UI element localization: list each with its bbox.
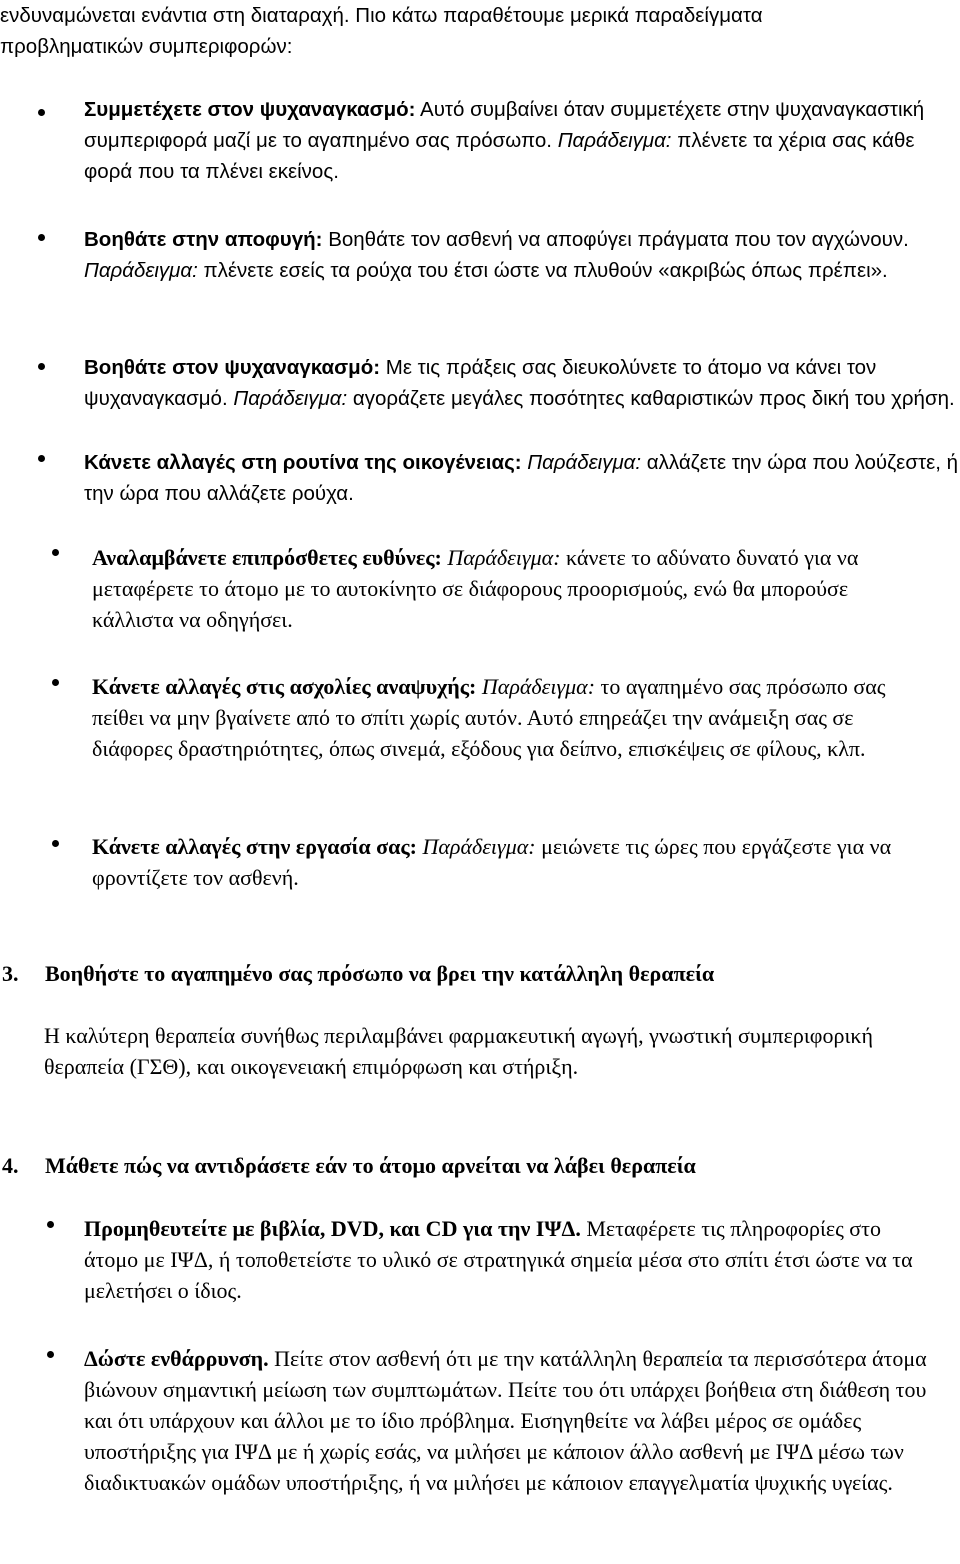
- bullet-icon: [38, 363, 45, 370]
- list-item: [84, 447, 960, 509]
- item-title: Κάνετε αλλαγές στις ασχολίες αναψυχής:: [92, 674, 477, 699]
- example-label: Παράδειγμα:: [233, 387, 348, 410]
- section-3-body: Η καλύτερη θεραπεία συνήθως περιλαμβάνει φαρμακευτική αγωγή, γνωστική συμπεριφορική θεραπεία (ΓΣΘ), και οικογενειακή επιμόρφωση και στήριξη.: [44, 1023, 873, 1079]
- list-item: [84, 1343, 929, 1498]
- section-4-heading: [2, 1150, 942, 1181]
- example-text: πλένετε εσείς τα ρούχα του έτσι ώστε να πλυθούν «ακριβώς όπως πρέπει».: [197, 259, 888, 282]
- list-item: [92, 831, 932, 893]
- example-label: Παράδειγμα:: [84, 259, 198, 282]
- example-text: μειώνετε τις ώρες που εργάζεστε για να φροντίζετε τον ασθενή.: [92, 834, 892, 890]
- item-title: Αναλαμβάνετε επιπρόσθετες ευθύνες:: [92, 545, 442, 570]
- example-label: Παράδειγμα:: [447, 545, 561, 570]
- example-text: αλλάζετε την ώρα που λούζεστε, ή την ώρα που αλλάζετε ρούχα.: [84, 451, 959, 505]
- bullet-icon: [52, 679, 59, 686]
- item-title: Συμμετέχετε στον ψυχαναγκασμό:: [84, 98, 416, 121]
- list-item: [84, 1213, 929, 1306]
- item-title: Κάνετε αλλαγές στην εργασία σας:: [92, 834, 417, 859]
- item-title: Κάνετε αλλαγές στη ρουτίνα της οικογένειας:: [84, 451, 522, 474]
- bullet-icon: [38, 109, 45, 116]
- example-label: Παράδειγμα:: [481, 674, 596, 699]
- list-item: [84, 94, 960, 187]
- example-label: Παράδειγμα:: [422, 834, 536, 859]
- section-number: 4.: [2, 1153, 19, 1178]
- bullet-icon: [52, 840, 59, 847]
- bullet-icon: [47, 1221, 54, 1228]
- item-title: Βοηθάτε στην αποφυγή:: [84, 228, 323, 251]
- example-text: πλένετε τα χέρια σας κάθε φορά που τα πλένει εκείνος.: [84, 129, 915, 183]
- list-item: [92, 671, 932, 764]
- example-text: αγοράζετε μεγάλες ποσότητες καθαριστικών προς δική του χρήση.: [347, 387, 955, 410]
- item-text: Βοηθάτε τον ασθενή να αποφύγει πράγματα που τον αγχώνουν.: [322, 228, 909, 251]
- item-text: Αυτό συμβαίνει όταν συμμετέχετε στην ψυχαναγκαστική συμπεριφορά μαζί με το αγαπημένο σας πρόσωπο.: [84, 98, 925, 152]
- bullet-icon: [38, 455, 45, 462]
- section-title: Μάθετε πώς να αντιδράσετε εάν το άτομο αρνείται να λάβει θεραπεία: [45, 1153, 696, 1178]
- bullet-icon: [38, 234, 45, 241]
- item-title: Δώστε ενθάρρυνση.: [84, 1346, 269, 1371]
- example-text: κάνετε το αδύνατο δυνατό για να μεταφέρετε το άτομο με το αυτοκίνητο σε διάφορους προορισμούς, ενώ θα μπορούσε κάλλιστα να οδηγήσει.: [92, 545, 859, 632]
- item-title: Βοηθάτε στον ψυχαναγκασμό:: [84, 356, 381, 379]
- item-text: Μεταφέρετε τις πληροφορίες στο άτομο με ΙΨΔ, ή τοποθετείστε το υλικό σε στρατηγικά σημεία μέσα στο σπίτι έτσι ώστε να τα μελετήσει ο ίδιος.: [84, 1216, 913, 1303]
- example-text: το αγαπημένο σας πρόσωπο σας πείθει να μην βγαίνετε από το σπίτι χωρίς αυτόν. Αυτό επηρεάζει την ανάμειξη σας σε διάφορες δραστηριότητες, όπως σινεμά, εξόδους για δείπνο, επισκέψεις σε φίλους, κλπ.: [92, 674, 886, 761]
- list-item: [92, 542, 932, 635]
- item-text: Με τις πράξεις σας διευκολύνετε το άτομο να κάνει τον ψυχαναγκασμό.: [84, 356, 877, 410]
- bullet-icon: [52, 549, 59, 556]
- section-title: Βοηθήστε το αγαπημένο σας πρόσωπο να βρει την κατάλληλη θεραπεία: [45, 961, 715, 986]
- section-3-heading: [2, 958, 942, 989]
- bullet-icon: [47, 1351, 54, 1358]
- example-label: Παράδειγμα:: [527, 451, 642, 474]
- item-text: Πείτε στον ασθενή ότι με την κατάλληλη θεραπεία τα περισσότερα άτομα βιώνουν σημαντική μείωση των συμπτωμάτων. Πείτε του ότι υπάρχει βοήθεια στη διάθεση του και ότι υπάρχουν και άλλοι με το ίδιο πρόβλημα. Εισηγηθείτε να λάβει μέρος σε ομάδες υποστήριξης για ΙΨΔ με ή χωρίς εσάς, να μιλήσει με κάποιον άλλο ασθενή με ΙΨΔ μέσω των διαδικτυακών ομάδων υποστήριξης, ή να μιλήσει με κάποιον επαγγελματία ψυχικής υγείας.: [84, 1346, 927, 1495]
- item-title: Προμηθευτείτε με βιβλία, DVD, και CD για την ΙΨΔ.: [84, 1216, 581, 1241]
- list-item: [84, 224, 960, 286]
- intro-paragraph: ενδυναμώνεται ενάντια στη διαταραχή. Πιο κάτω παραθέτουμε μερικά παραδείγματα προβληματικών συμπεριφορών:: [0, 4, 763, 58]
- section-number: 3.: [2, 961, 19, 986]
- example-label: Παράδειγμα:: [557, 129, 672, 152]
- list-item: [84, 352, 960, 414]
